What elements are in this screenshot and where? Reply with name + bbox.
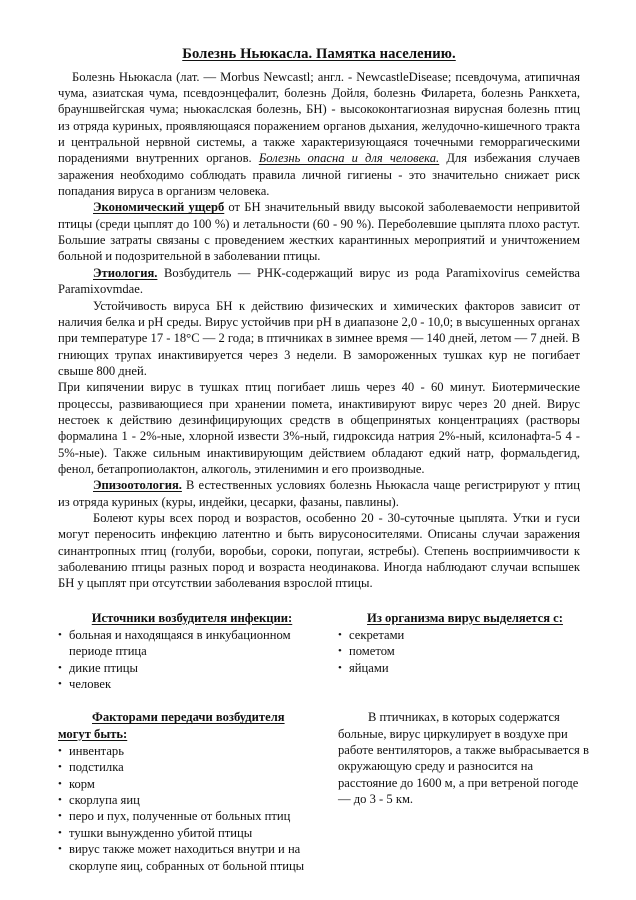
list-item: • яйцами [338,660,592,676]
paragraph-intro [58,69,580,200]
boiling-text: При кипячении вирус в тушках птиц погибает лишь через 40 - 60 минут. Биотермические процессы, развивающиеся при хранении помета, инактивируют вирус через 20 дней. Вирус нестоек к действию дезинфицирующих средств в общепринятых концентрациях (растворы формалина 1 - 2%-ные, хлорной извести 3%-ный, гидроксида натрия 2%-ный, ксилонафта-5 4 - 5%-ные). Также сильным инактивирующим действием обладают едкий натр, формальдегид, фенол, бетапропиолактон, алкоголь, этиленимин и его производные. [58,380,580,476]
paragraph-boiling-disinfection [58,379,580,477]
column-transmission [58,709,326,873]
list-item: • больная и находящаяся в инкубационном периоде птица [58,627,326,660]
heading-excretion [338,610,592,626]
intro-emphasis: Болезнь опасна и для человека. [258,151,440,166]
column-sources [58,610,326,693]
epizootology-text: В естественных условиях болезнь Ньюкасла чаще регистрируют у птиц из отряда куриных (куры, индейки, цесарки, фазаны, павлины). [58,478,580,509]
list-item: • человек [58,676,326,692]
paragraph-susceptibility [58,510,580,592]
paragraph-etiology [58,265,580,298]
heading-etiology: Этиология. [93,265,158,280]
stability-text: Устойчивость вируса БН к действию физических и химических факторов зависит от наличия белка и рН среды. Вирус устойчив при рН в диапазоне 2,0 - 10,0; в высушенных органах при температуре 17 - 18°С — 2 года; в птичниках в зимнее время — 140 дней, летом — 7 дней. В гниющих трупах инактивируется через 3 недели. В замороженных тушках кур не погибает свыше 800 дней. [58,298,580,378]
columns-transmission-airborne [58,709,589,873]
columns-sources-excretion [58,610,580,693]
column-airborne [326,709,592,807]
heading-epizootology: Эпизоотология. [93,478,182,493]
intro-text: Болезнь Ньюкасла (лат. — Morbus Newcastl; англ. - NewcastleDisease; псевдочума, атипичная чума, азиатская чума, псевдоэнцефалит, болезнь Дойля, болезнь Филарета, болезнь Ранкхета, брауншвейгская чума; ньюкаслская болезнь, БН) - высококонтагиозная вирусная болезнь птиц из отряда куриных, проявляющаяся поражением органов дыхания, желудочно-кишечного тракта и центральной нервной системы, а также характеризующаяся точечными геморрагическими порадениями внутренних органов. [58,69,580,166]
heading-sources-text: Источники возбудителя инфекции: [91,610,293,625]
susceptibility-text: Болеют куры всех пород и возрастов, особенно 20 - 30-суточные цыплята. Утки и гуси могут переносить инфекцию латентно и быть вирусоносителями. Описаны случаи заражения синантропных птиц (голуби, воробьи, сороки, попугаи, ястребы). Степень восприимчивости к заболеванию птицы разных пород и возраста неодинакова. Иногда наблюдают случаи вспышек БН у цыплят при отсутствии заболевания взрослой птицы. [58,510,580,591]
list-item: • вирус также может находиться внутри и на скорлупе яиц, собранных от больной птицы [58,841,326,874]
list-item: • корм [58,776,326,792]
list-sources [58,627,326,692]
heading-sources [58,610,326,626]
paragraph-epizootology [58,477,580,510]
section-spacer-2 [58,692,580,709]
page-title-text: Болезнь Ньюкасла. Памятка населению. [182,46,456,62]
paragraph-virus-stability [58,298,580,380]
paragraph-economic-damage [58,199,580,264]
list-transmission [58,743,326,874]
heading-transmission [58,709,326,742]
list-item: • подстилка [58,759,326,775]
section-spacer [58,592,580,610]
economic-text: от БН значительный ввиду высокой заболеваемости непривитой птицы (среди цыплят до 100 %) и летальности (60 - 90 %). Переболевшие цыплята плохо растут. Большие затраты связаны с проведением жестких карантинных мероприятий и уничтожением больной и подозрительной в заболевании птицы. [58,200,580,264]
list-item: • дикие птицы [58,660,326,676]
heading-transmission-line2: могут быть: [58,726,128,741]
column-excretion [326,610,592,676]
list-item: • тушки вынужденно убитой птицы [58,825,326,841]
heading-excretion-text: Из организма вирус выделяется с: [367,610,563,625]
etiology-text: Возбудитель — РНК-содержащий вирус из рода Paramixovirus семейства Paramixovmdae. [58,265,580,297]
heading-transmission-line1: Факторами передачи возбудителя [92,710,285,725]
list-item: • инвентарь [58,743,326,759]
paragraph-airborne-spread: В птичниках, в которых содержатся больные, вирус циркулирует в воздухе при работе вентиляторов, а также выбрасывается в окружающую среду и разносится на расстояние до 1600 м, а при ветреной погоде — до 3 - 5 км. [338,710,589,807]
heading-economic-damage: Экономический ущерб [93,200,225,215]
intro-tail: Для избежания случаев заражения необходимо соблюдать правила личной гигиены - это значительно снижает риск попадания вируса в организм человека. [58,151,580,199]
list-item: • скорлупа яиц [58,792,326,808]
page-title [58,45,580,65]
list-item: • секретами [338,627,592,643]
list-item: • пометом [338,643,592,659]
list-item: • перо и пух, полученные от больных птиц [58,808,326,824]
list-excretion [338,627,592,676]
